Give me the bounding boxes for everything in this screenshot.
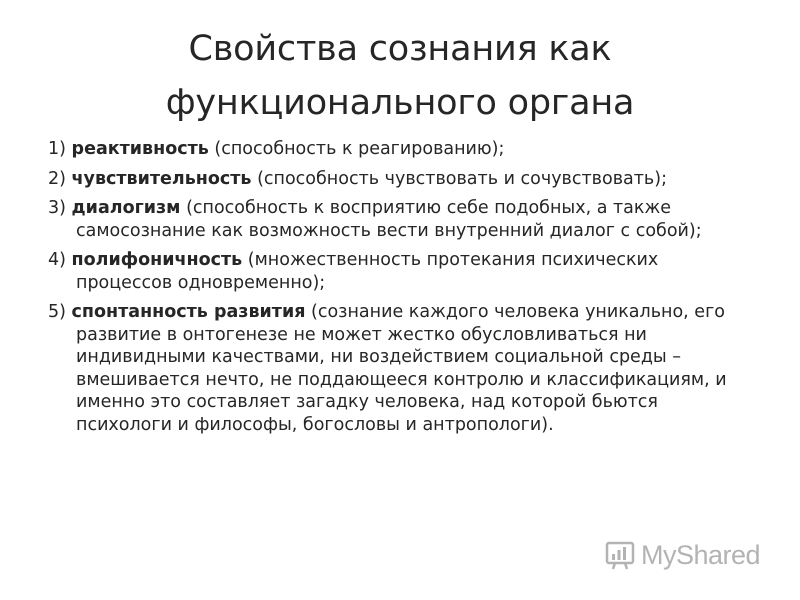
- slide-title: [60, 22, 740, 130]
- item-number: 4): [48, 250, 66, 270]
- title-line-2: функционального органа: [165, 83, 635, 123]
- item-description: (сознание каждого человека уникально, его развитие в онтогенезе не может жестко обусловливаться ни индивидными качествами, ни воздействием социальной среды – вмешивается нечто, не поддающееся контролю и классификациям, и именно это составляет загадку человека, над которой бьются психологи и философы, богословы и антропологи).: [76, 302, 727, 435]
- list-item: [48, 197, 758, 242]
- item-description: (способность к восприятию себе подобных, а также самосознание как возможность вести внутренний диалог с собой);: [76, 198, 702, 241]
- item-term: полифоничность: [71, 250, 243, 270]
- item-number: 1): [48, 139, 66, 159]
- item-term: диалогизм: [71, 198, 181, 218]
- item-description: (способность к реагированию);: [214, 139, 505, 159]
- myshared-watermark: [605, 538, 760, 572]
- list-item: [48, 138, 758, 161]
- item-number: 5): [48, 302, 66, 322]
- item-term: реактивность: [71, 139, 209, 159]
- list-item: [48, 168, 758, 191]
- item-number: 2): [48, 168, 66, 189]
- title-line-1: Свойства сознания как: [188, 29, 612, 69]
- item-term: чувствительность: [71, 168, 252, 189]
- item-term: спонтанность развития: [71, 302, 306, 322]
- watermark-text: MyShared: [641, 539, 761, 570]
- item-description: (способность чувствовать и сочувствовать);: [257, 168, 667, 189]
- list-item: [48, 301, 758, 436]
- item-number: 3): [48, 198, 66, 218]
- bar-chart-icon: [605, 539, 637, 571]
- list-item: [48, 249, 758, 294]
- properties-list: [48, 138, 758, 443]
- item-description: (множественность протекания психических процессов одновременно);: [76, 250, 659, 293]
